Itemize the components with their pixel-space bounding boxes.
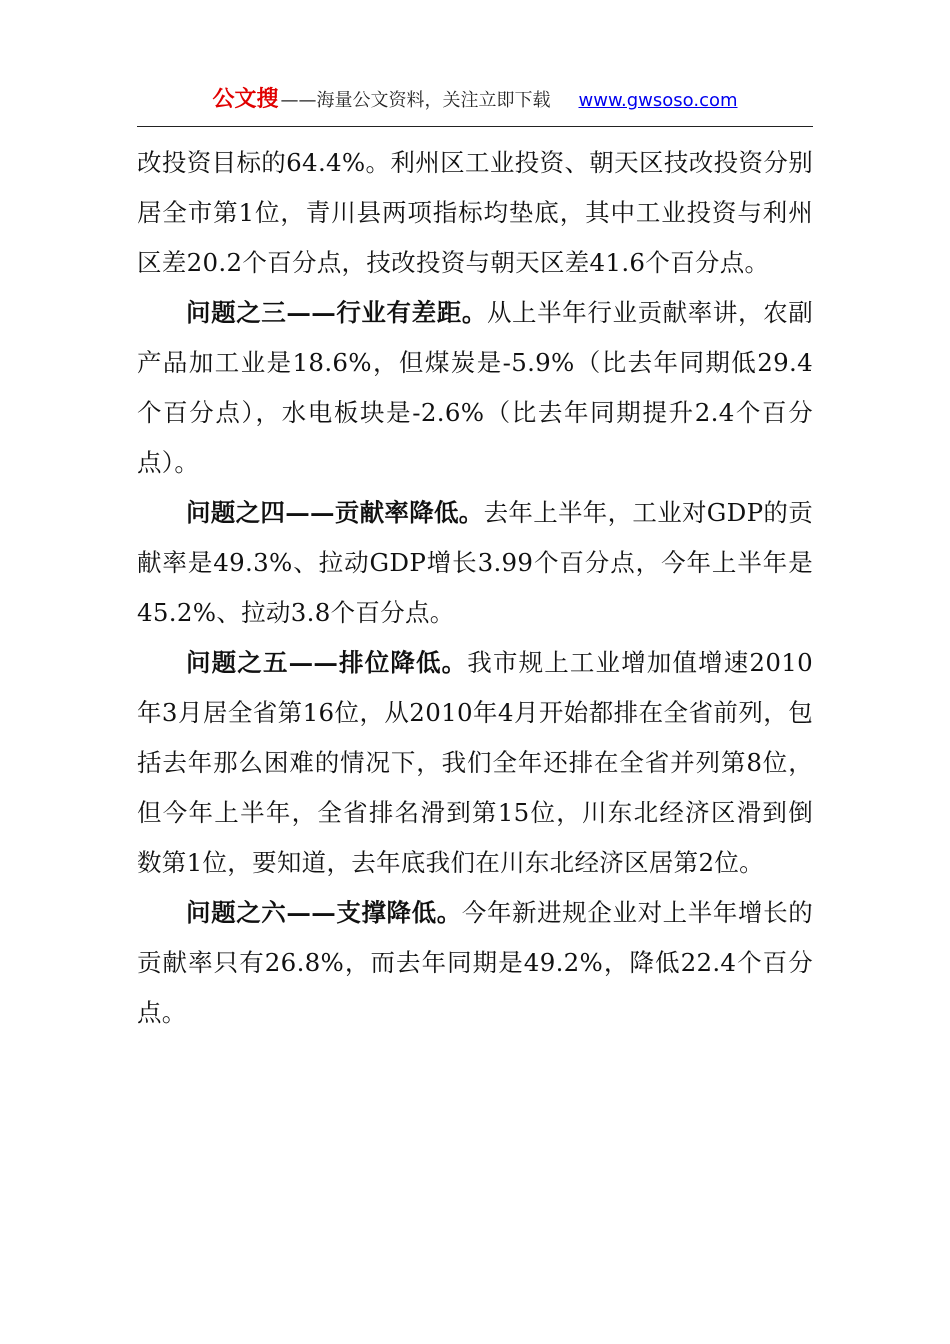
paragraph-text: 改投资目标的64.4%。利州区工业投资、朝天区技改投资分别居全市第1位，青川县两项指标均垫底，其中工业投资与利州区差20.2个百分点，技改投资与朝天区差41.6个百分点。 <box>137 148 813 277</box>
paragraph-issue-five <box>137 638 813 888</box>
paragraph-text: 我市规上工业增加值增速2010年3月居全省第16位，从2010年4月开始都排在全省前列，包括去年那么困难的情况下，我们全年还排在全省并列第8位，但今年上半年，全省排名滑到第15位，川东北经济区滑到倒数第1位，要知道，去年底我们在川东北经济区居第2位。 <box>137 648 813 877</box>
page-header <box>137 82 813 112</box>
paragraph-heading: 问题之四——贡献率降低。 <box>186 498 484 527</box>
paragraph-issue-three <box>137 288 813 488</box>
paragraph-issue-six <box>137 888 813 1038</box>
website-link[interactable]: www.gwsoso.com <box>578 90 738 111</box>
paragraph-continuation <box>137 138 813 288</box>
paragraph-text: 从上半年行业贡献率讲，农副产品加工业是18.6%，但煤炭是-5.9%（比去年同期低29.4个百分点），水电板块是-2.6%（比去年同期提升2.4个百分点）。 <box>137 298 813 477</box>
header-divider <box>137 126 813 127</box>
paragraph-heading: 问题之三——行业有差距。 <box>186 298 487 327</box>
paragraph-text: 今年新进规企业对上半年增长的贡献率只有26.8%，而去年同期是49.2%，降低22.4个百分点。 <box>137 898 813 1027</box>
brand-logo-text: 公文搜 <box>212 87 279 112</box>
paragraph-text: 去年上半年，工业对GDP的贡献率是49.3%、拉动GDP增长3.99个百分点，今年上半年是45.2%、拉动3.8个百分点。 <box>137 498 814 627</box>
paragraph-issue-four <box>137 488 813 638</box>
document-body <box>137 138 813 1038</box>
paragraph-heading: 问题之五——排位降低。 <box>186 648 468 677</box>
paragraph-heading: 问题之六——支撑降低。 <box>186 898 462 927</box>
header-tagline: ——海量公文资料，关注立即下载 <box>280 90 551 111</box>
